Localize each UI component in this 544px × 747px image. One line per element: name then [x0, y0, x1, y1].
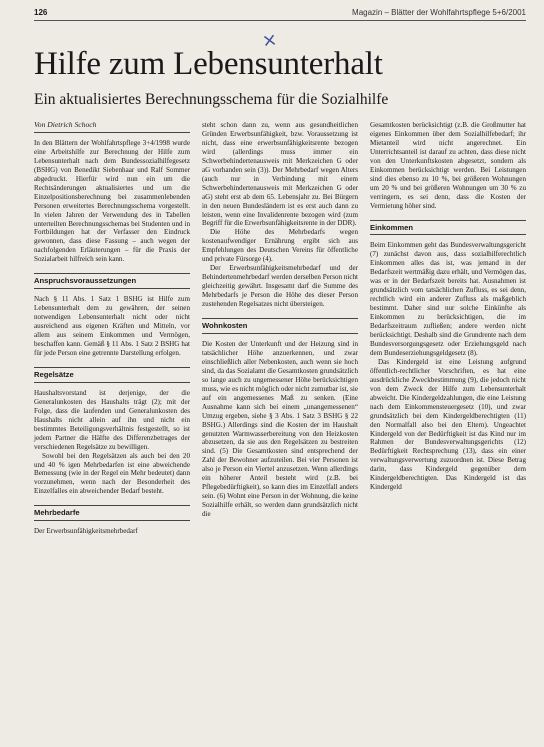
paragraph: Beim Einkommen geht das Bundesverwaltungsgericht (7) zunächst davon aus, dass sozialhilferechtlich Einkommen alles das ist, was jemand in der Bedarfszeit wertmäßig dazu erhält, und Vermögen das, was er in der Bedarfszeit bereits hat. Ausnahmen ist grundsätzlich vom tatsächlichen Zufluss, es sei denn, rechtlich wird ein anderer Zufluss als maßgeblich bestimmt. Daher sind nur solche Einkünfte als Einkommen zu berücksichtigen, die im Bedarfszeitraum zufließen; andere werden nicht berücksichtigt. Deshalb sind die Grundrente nach dem Bundesversorgungsgesetz oder Erziehungsgeld nach dem Bundeserziehungsgeldgesetz (8).	[370, 241, 526, 357]
intro-paragraph: In den Blättern der Wohlfahrtspflege 3+4/1998 wurde eine Arbeitshilfe zur Berechnung der Hilfe zum Lebensunterhalt nach dem Bundessozialhilfegesetz (BSHG) von Benedikt Siebenhaar und Ralf Sommer abgedruckt. Hierfür wird nun ein um die Rechtsänderungen aktualisiertes und um die Einzelpositionsberechnung bei zusammenlebenden Personen erweitertes Berechnungsschema vorgestellt. In vielen Jahren der Verwendung des in Tabellen unterteilten Berechnungsschemas bei Studenten und in Fortbildungen hat der Verfasser den Eindruck gewonnen, dass diese Fassung – auch wegen der nachfolgenden Erläuterungen – für die Praxis der Sozialarbeit hilfreich sein kann.	[34, 138, 190, 264]
journal-reference: Magazin – Blätter der Wohlfahrtspflege 5+6/2001	[352, 8, 526, 17]
page-number: 126	[34, 8, 48, 17]
byline: Von Dietrich Schoch	[34, 121, 190, 133]
column-3	[370, 121, 526, 536]
paragraph: steht schon dann zu, wenn aus gesundheitlichen Gründen Erwerbsunfähigkeit, bzw. Voraussetzung ist nicht, dass eine erwerbsunfähigkeitsrente bezogen wird (allerdings muss immer ein Schwerbehindertenausweis mit Merkzeichen G oder aG vorhanden sein (3)). Der Mehrbedarf wegen Alters (auch nur in Verbindung mit einem Schwerbehindertenausweis mit Merkzeichen G oder aG) steht erst ab dem 65. Lebensjahr zu. Bei Bürgern in den neuen Bundesländern ist es erst auch dann zu leisten, wenn eine Invalidenrente bezogen wird (zum Begriff für die Erwerbsunfähigkeitsrente in der DDR).	[202, 121, 358, 228]
paragraph: Gesamtkosten berücksichtigt (z.B. die Großmutter hat eigenes Einkommen über dem Sozialhilfebedarf; ihr Mietanteil wird nicht angerechnet. Ein Unterrichtsanteil ist darauf zu achten, dass diese nicht von den Unterkunftskosten abgesetzt, sondern als Einkommen berücksichtigt werden. Bei Leistungen sind dies ebenso zu 10 %, bei größeren Wohnungen um 20 % und bei größeren Wohnungen um 30 % zu verringern, es sei denn, dass die Kosten der Vermietung höher sind.	[370, 121, 526, 210]
paragraph: Sowohl bei den Regelsätzen als auch bei den 20 und 40 % igen Mehrbedarfen ist eine abweichende Bemessung (wie in der Regel ein Mehr bedeutet) dann vorzunehmen, wenn nach der Besonderheit des Einzelfalles ein abweichender Bedarf besteht.	[34, 451, 190, 496]
paragraph: Die Kosten der Unterkunft und der Heizung sind in tatsächlicher Höhe anzuerkennen, und zwar einschließlich aller Nebenkosten, auch wenn sie hoch sind, da das Sozialamt die Gesamtkosten grundsätzlich so lange auch zu ungemessener Höhe berücksichtigen muss, wie es nicht möglich oder nicht zumutbar ist, sie auf ein angemessenes Maß zu senken. (Eine Ausnahme kann sich bei einem „unangemessenen“ Umzug ergeben, siehe § 3 Abs. 1 Satz 3 BSHG § 22 BSHG.) Allerdings sind die Kosten der im Haushalt genutzten Warmwasserbereitung von den Heizkosten abzusetzen, da sie aus den Regelsätzen zu bestreiten sind. (5) Die Gesamtkosten sind entsprechend der Zahl der Bewohner aufzuteilen. Bei vier Personen ist also je Person ein Viertel anzusetzen. Wenn allerdings ein höherer Anteil besteht wird (z.B. bei Pflegebedürftigkeit), so kann dies im Einzelfall anders sein. (6) Wohnt eine Person in der Wohnung, die keine Sozialhilfe erhält, so werden dann grundsätzlich nicht die	[202, 339, 358, 519]
article-columns	[34, 121, 526, 536]
section-heading: Einkommen	[370, 220, 526, 236]
article-subtitle: Ein aktualisiertes Berechnungsschema für die Sozialhilfe	[34, 91, 389, 108]
section-heading: Anspruchsvoraussetzungen	[34, 273, 190, 289]
paragraph: Haushaltsvorstand ist derjenige, der die Generalunkosten des Haushalts trägt (2); mit der Folge, dass die laufenden und Generalunkosten des Haushalts nicht allein auf ihn und nicht ein bestimmtes Beteiligungsverhältnis festgestellt, so ist jedem Partner die Hälfte des Differenzbetrages der verschiedenen Regelsätze zu bewilligen.	[34, 388, 190, 451]
column-2	[202, 121, 358, 536]
section-heading: Regelsätze	[34, 367, 190, 383]
paragraph: Nach § 11 Abs. 1 Satz 1 BSHG ist Hilfe zum Lebensunterhalt dem zu gewähren, der seinen notwendigen Lebensunterhalt nicht oder nicht ausreichend aus eigenen Kräften und Mitteln, vor allem aus seinem Einkommen und Vermögen, beschaffen kann. Gemäß § 11 Abs. 1 Satz 2 BSHG hat für jede Person eine getrennte Darstellung erfolgen.	[34, 295, 190, 357]
section-heading: Wohnkosten	[202, 318, 358, 334]
column-1	[34, 121, 190, 536]
paragraph: Die Höhe des Mehrbedarfs wegen kostenaufwendiger Ernährung ergibt sich aus Empfehlungen des Deutschen Vereins für öffentliche und private Fürsorge (4).	[202, 228, 358, 264]
pen-mark-annotation: ×	[260, 29, 279, 52]
paragraph: Das Kindergeld ist eine Leistung aufgrund öffentlich-rechtlicher Vorschriften, es hat eine ausdrückliche Zweckbestimmung (9), die jedoch nicht von dem Zweck der Hilfe zum Lebensunterhalt abweicht. Die Kindergeldzahlungen, die eine Leistung nach dem Einkommensteuergesetz (10), und zwar grundsätzlich bei dem Kindergeldberechtigten (11) den Normalfall also bei den Eltern). Ungeachtet Kindergeld von der Bedürftigkeit ist das Kind nur im Rahmen der Bundesverwaltungsgerichts (12) Bedürftigkeit Rechtsprechung (13), dass ein einer verwaltungsverwertung zuzuordnen ist. Diese Betrag darin, dass Kindergeld gegenüber dem Kindergeldberechtigten. Das Kindergeld ist das Kindergeld	[370, 357, 526, 492]
running-head	[34, 8, 526, 21]
paragraph: Der Erwerbsunfähigkeitsmehrbedarf	[34, 527, 138, 536]
section-heading: Mehrbedarfe	[34, 505, 190, 521]
paragraph: Der Erwerbsunfähigkeitsmehrbedarf und der Behindertenmehrbedarf werden derselben Person nicht gleichzeitig gewährt. Insgesamt darf die Summe des Mehrbedarfs je Person die Höhe des dieser Person zustehenden Regelsatzes nicht übersteigen.	[202, 264, 359, 309]
article-title: Hilfe zum Lebensunterhalt	[34, 46, 383, 82]
